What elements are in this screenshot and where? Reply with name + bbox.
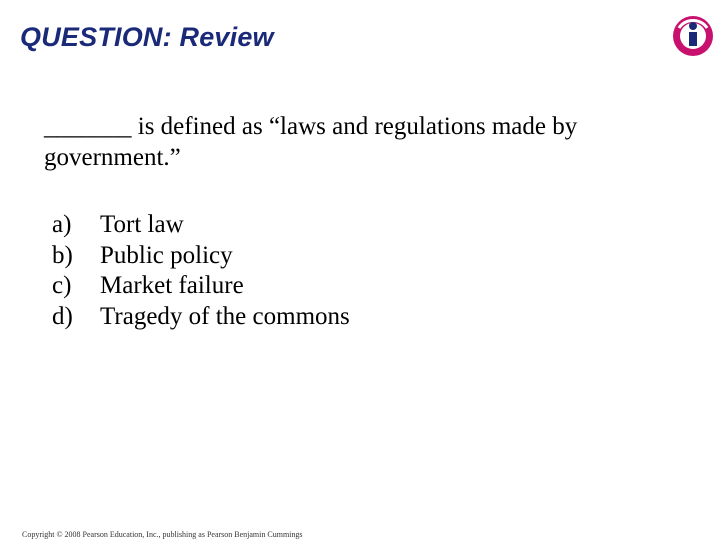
option-text: Market failure [100,272,244,299]
option-d [52,302,350,333]
option-letter: a) [52,211,72,238]
info-circle-logo-icon [671,14,715,58]
option-a [52,210,350,241]
option-text: Tragedy of the commons [100,302,350,330]
answer-options [52,210,350,332]
slide-title: QUESTION: Review [20,22,274,52]
option-b [52,241,350,272]
option-letter: c) [52,272,72,299]
copyright-footer: Copyright © 2008 Pearson Education, Inc., publishing as Pearson Benjamin Cummings [22,530,303,539]
question-text: _______ is defined as “laws and regulations made by government.” [44,113,578,171]
option-text: Tort law [100,211,184,238]
option-letter: d) [52,302,73,330]
option-text: Public policy [100,241,233,269]
option-letter: b) [52,241,73,269]
option-c [52,271,350,302]
